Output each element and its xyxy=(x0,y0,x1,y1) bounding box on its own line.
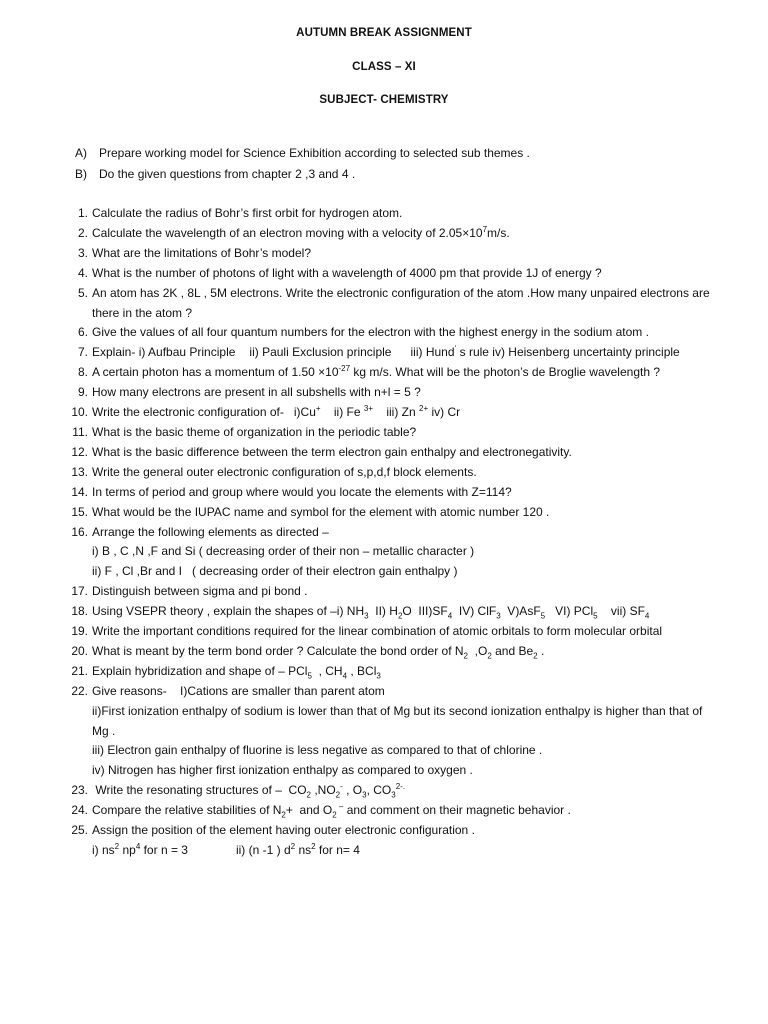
class-heading: CLASS – XI xyxy=(352,61,416,73)
question-text: Give reasons- I)Cations are smaller than parent atom xyxy=(92,683,385,698)
question-number: 11. xyxy=(72,424,88,439)
question-8 xyxy=(0,363,768,383)
question-number: 1. xyxy=(77,206,88,220)
question-number: 3. xyxy=(77,245,88,260)
question-22 xyxy=(0,682,768,702)
question-text: Arrange the following elements as directed – xyxy=(92,524,329,539)
question-text: Give the values of all four quantum numbers for the electron with the highest energy in the sodium atom . xyxy=(92,325,649,340)
question-number: 10. xyxy=(71,405,88,420)
question-13 xyxy=(0,463,768,483)
question-22-part-iii: iii) Electron gain enthalpy of fluorine is less negative as compared to that of chlorine . xyxy=(92,743,543,758)
question-number: 13. xyxy=(71,464,88,479)
question-21 xyxy=(0,662,768,682)
document-title: AUTUMN BREAK ASSIGNMENT xyxy=(296,27,472,39)
task-b xyxy=(75,167,355,181)
task-label: A) xyxy=(75,146,87,160)
question-16-part-i: i) B , C ,N ,F and Si ( decreasing order of their non – metallic character ) xyxy=(92,544,475,559)
question-5 xyxy=(0,284,768,304)
question-number: 9. xyxy=(77,385,88,400)
question-number: 8. xyxy=(77,365,88,380)
question-1 xyxy=(0,204,768,224)
question-number: 18. xyxy=(71,604,88,619)
subject-heading: SUBJECT- CHEMISTRY xyxy=(319,94,449,106)
question-text: What is the number of photons of light with a wavelength of 4000 pm that provide 1J of energy ? xyxy=(92,265,602,280)
question-number: 14. xyxy=(71,484,88,499)
question-number: 6. xyxy=(77,325,88,340)
question-text: Write the general outer electronic configuration of s,p,d,f block elements. xyxy=(92,464,477,479)
question-text: Write the electronic configuration of- i)Cu+ ii) Fe $^{3+}$ iii) Zn $^{2+}$ iv) Cr xyxy=(92,404,461,420)
question-text: What is meant by the term bond order ? Calculate the bond order of $N_2$ $,O_2$ and $Be_2$ . xyxy=(92,643,545,661)
task-a xyxy=(75,146,530,160)
question-number: 25. xyxy=(71,823,88,838)
question-list xyxy=(0,204,768,861)
question-4 xyxy=(0,264,768,284)
question-12 xyxy=(0,443,768,463)
question-number: 12. xyxy=(71,444,88,459)
task-text: Do the given questions from chapter 2 ,3 and 4 . xyxy=(99,167,356,181)
question-24 xyxy=(0,801,768,821)
question-number: 23. xyxy=(71,783,88,798)
question-number: 7. xyxy=(77,345,88,360)
question-20 xyxy=(0,642,768,662)
task-text: Prepare working model for Science Exhibition according to selected sub themes . xyxy=(99,146,530,160)
question-18 xyxy=(0,602,768,622)
question-text: Write the resonating structures of – $CO_2$ $,NO_2^-$ , $O_3$, $CO_3^{2-.}$ xyxy=(92,782,406,800)
question-text: Write the important conditions required for the linear combination of atomic orbitals to form molecular orbital xyxy=(92,624,663,639)
question-number: 20. xyxy=(71,643,88,658)
question-19 xyxy=(0,622,768,642)
question-text: What is the basic theme of organization in the periodic table? xyxy=(92,424,417,439)
question-text: Explain hybridization and shape of – PCl$_5$ , $CH_4$ , BCl$_3$ xyxy=(92,663,381,681)
question-number: 5. xyxy=(77,285,88,300)
question-text: What are the limitations of Bohr’s model? xyxy=(92,245,311,260)
question-number: 15. xyxy=(71,504,88,519)
task-label: B) xyxy=(75,167,87,181)
question-text: Calculate the wavelength of an electron moving with a velocity of $2.05\times 10^7m/s$. xyxy=(92,224,510,240)
question-text: Distinguish between sigma and pi bond . xyxy=(92,584,308,599)
question-text: In terms of period and group where would you locate the elements with Z=114? xyxy=(92,484,512,499)
question-text: What would be the IUPAC name and symbol for the element with atomic number 120 . xyxy=(92,504,550,519)
question-text: Explain- i) Aufbau Principle ii) Pauli Exclusion principle iii) Hund‘ s rule iv) Heisenberg uncertainty principle xyxy=(92,344,680,360)
question-2 xyxy=(0,224,768,244)
question-text: An atom has 2K , 8L , 5M electrons. Write the electronic configuration of the atom .How many unpaired electrons are xyxy=(92,285,710,300)
question-11 xyxy=(0,423,768,443)
question-text: A certain photon has a momentum of $1.50 \times 10^{-27}$ kg m/s. What will be the photon’s de Broglie wavelength ? xyxy=(92,364,661,380)
question-15 xyxy=(0,503,768,523)
question-23 xyxy=(0,781,768,801)
question-25 xyxy=(0,821,768,841)
question-number: 2. xyxy=(77,225,88,240)
question-25-part-ii: ii) (n -1 ) $d^2$ $ns^2$ for n= 4 xyxy=(235,842,360,857)
question-number: 4. xyxy=(77,265,88,280)
question-14 xyxy=(0,483,768,503)
question-number: 21. xyxy=(71,663,88,678)
question-3 xyxy=(0,244,768,264)
question-7 xyxy=(0,343,768,363)
question-text: What is the basic difference between the term electron gain enthalpy and electronegativity. xyxy=(92,444,572,459)
question-number: 17. xyxy=(71,584,88,599)
question-25-part-i: i) $ns^2$ $np^4$ for n = 3 xyxy=(92,842,188,857)
question-text: Calculate the radius of Bohr’s first orbit for hydrogen atom. xyxy=(92,206,403,220)
question-text: Using VSEPR theory , explain the shapes of –i) $NH_3$ II) $H_2O$ $III)SF_4$ IV) ClF$_3$ V)AsF$_5$ VI) PCl$_5$ vii) $SF_4$ xyxy=(92,604,650,621)
question-number: 16. xyxy=(71,524,88,539)
question-9 xyxy=(0,383,768,403)
question-number: 22. xyxy=(71,683,88,698)
question-22-part-iv: iv) Nitrogen has higher first ionization enthalpy as compared to oxygen . xyxy=(92,763,473,778)
question-10 xyxy=(0,403,768,423)
question-22-part-ii-continuation: Mg . xyxy=(92,723,116,738)
question-number: 19. xyxy=(71,624,88,639)
question-number: 24. xyxy=(71,803,88,818)
question-text: How many electrons are present in all subshells with n+l = 5 ? xyxy=(92,385,421,400)
question-16-part-ii: ii) F , Cl ,Br and I ( decreasing order of their electron gain enthalpy ) xyxy=(92,564,458,579)
question-22-part-ii: ii)First ionization enthalpy of sodium is lower than that of Mg but its second ionization enthalpy is higher than that of xyxy=(92,703,703,718)
question-6 xyxy=(0,323,768,343)
question-17 xyxy=(0,582,768,602)
question-25-parts xyxy=(0,841,768,861)
question-16 xyxy=(0,523,768,543)
question-5-continuation: there in the atom ? xyxy=(92,305,193,320)
question-text: Compare the relative stabilities of $N_2+$ and $O_2$ – and comment on their magnetic behavior . xyxy=(92,802,571,820)
question-text: Assign the position of the element having outer electronic configuration . xyxy=(92,823,475,838)
